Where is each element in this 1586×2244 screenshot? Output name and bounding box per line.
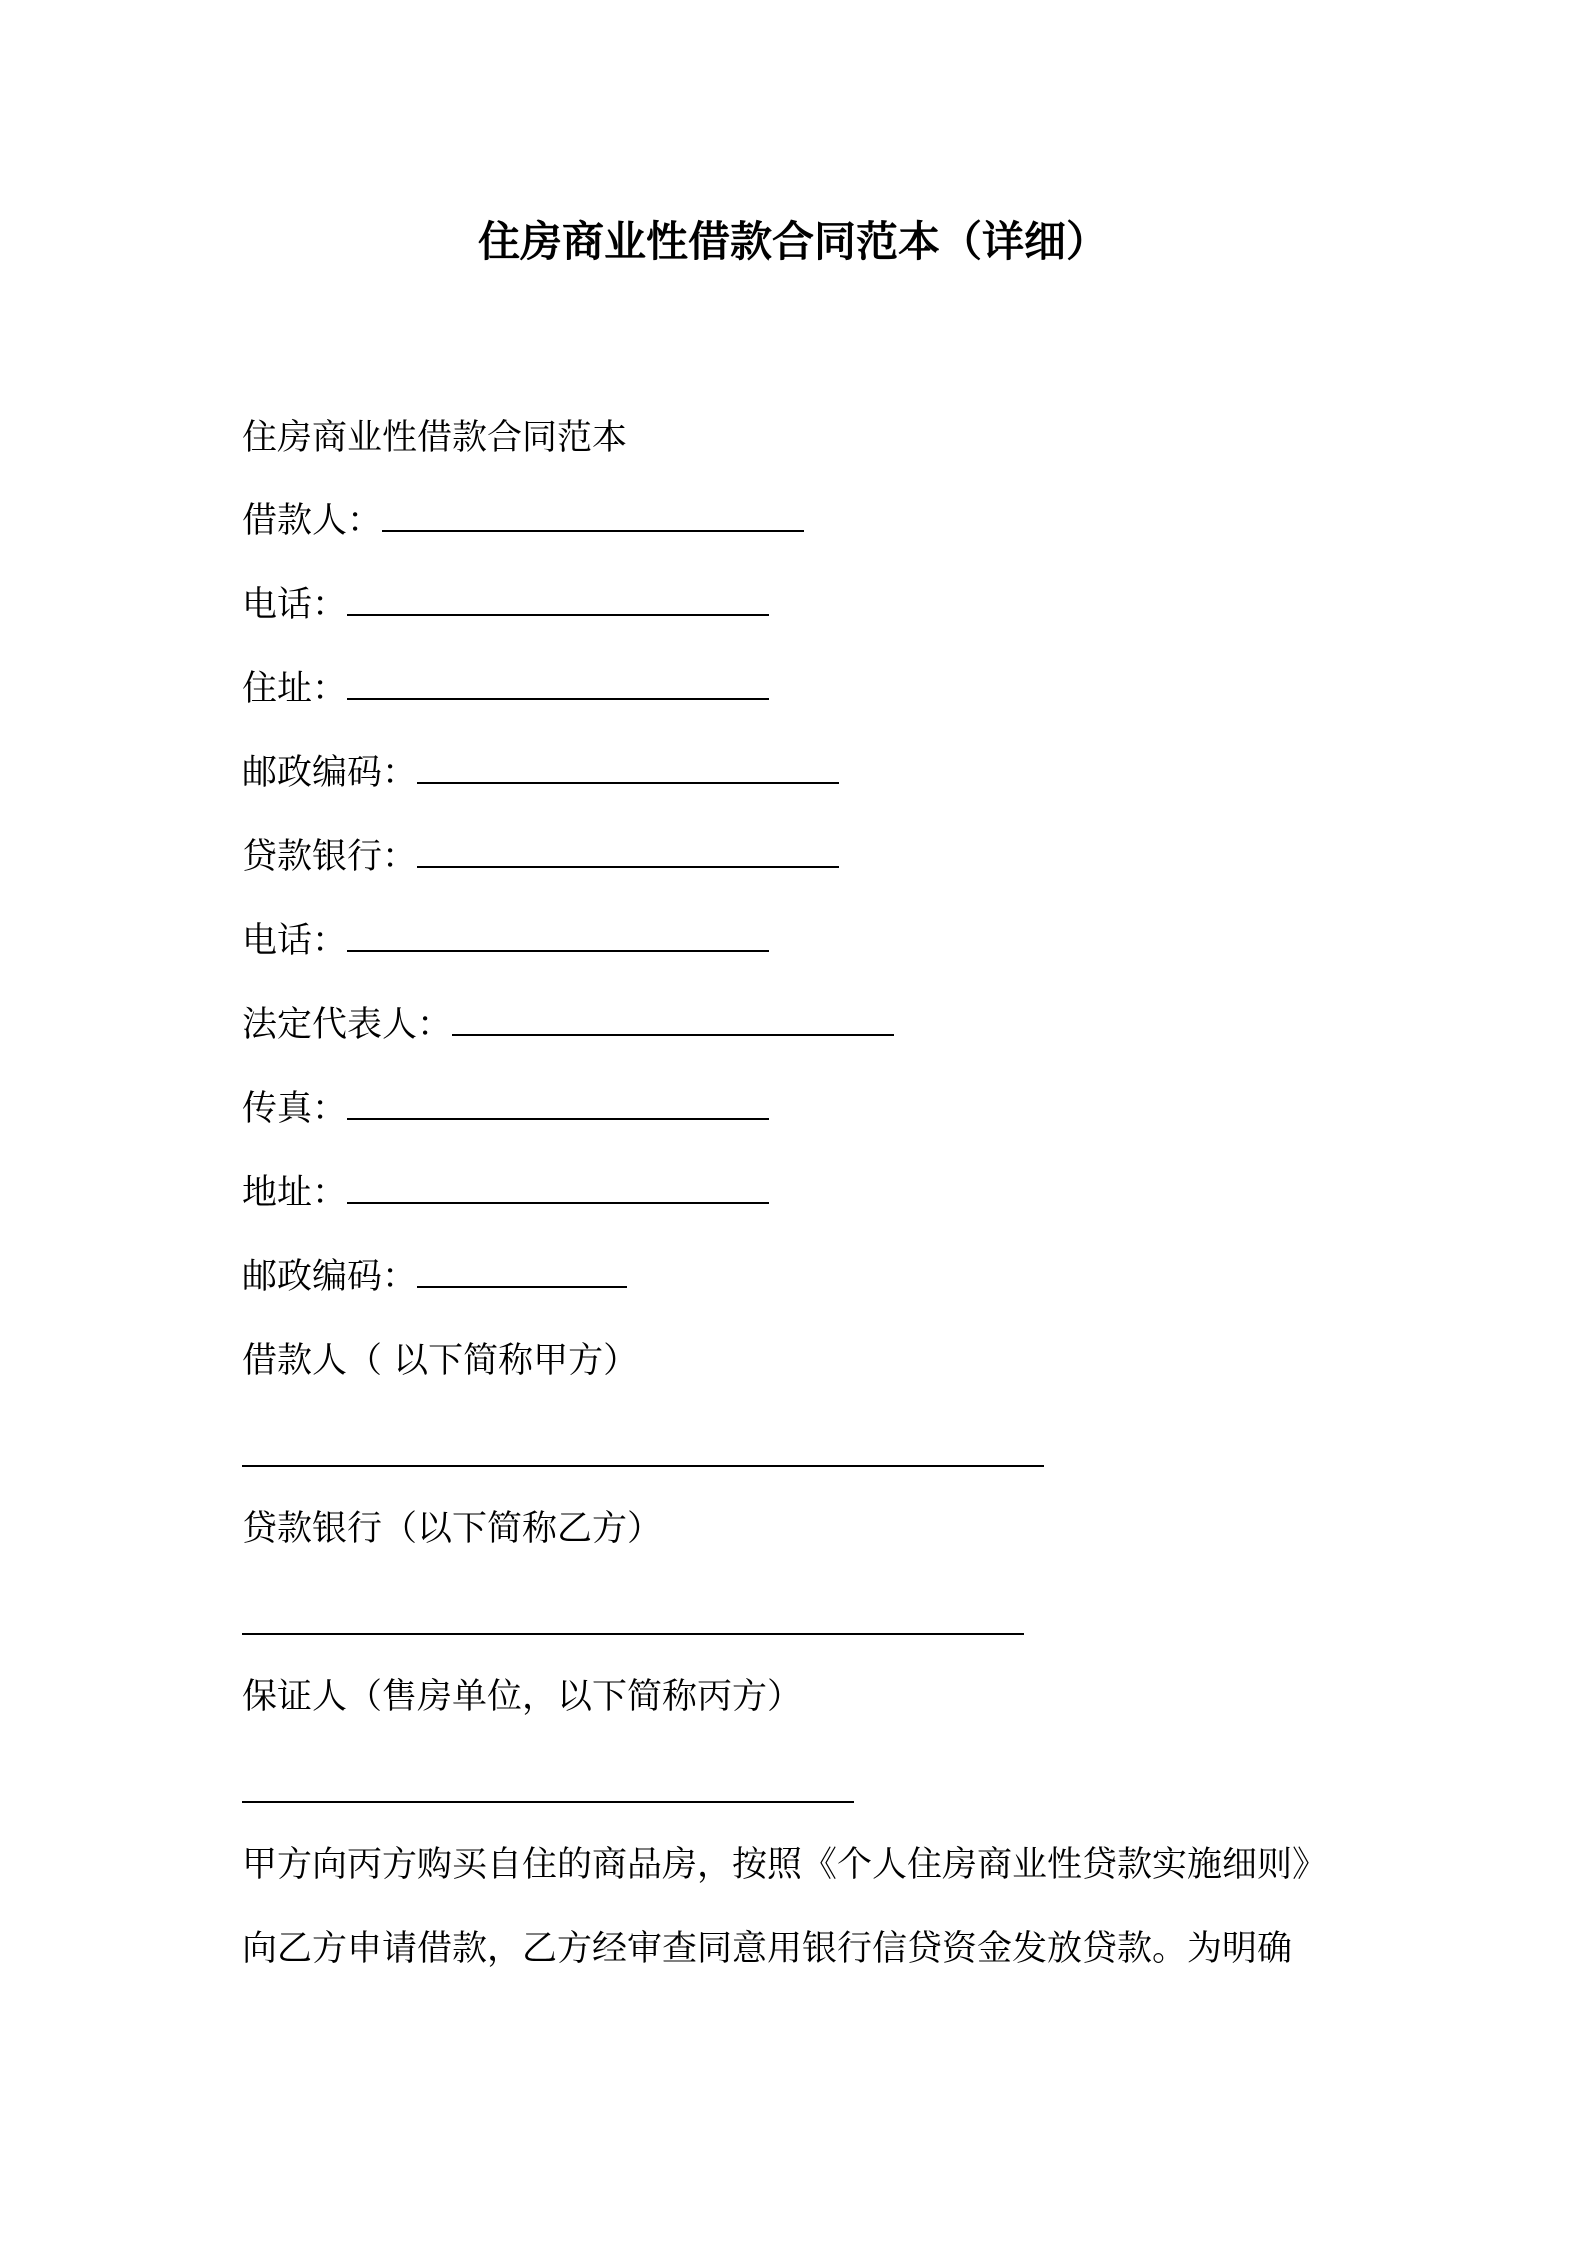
field-phone — [242, 580, 769, 630]
fill-blank[interactable] — [347, 584, 769, 616]
fill-blank[interactable] — [347, 1172, 769, 1204]
party-b-label: 贷款银行（以下简称乙方） — [242, 1509, 663, 1549]
field-label: 传真： — [242, 1089, 348, 1129]
document-subtitle: 住房商业性借款合同范本 — [242, 418, 628, 458]
field-legal-representative — [242, 1000, 894, 1050]
fill-blank[interactable] — [417, 752, 839, 784]
field-bank-postal-code — [242, 1252, 627, 1302]
body-line-2: 向乙方申请借款，乙方经审查同意用银行信贷资金发放贷款。为明确 — [242, 1929, 1293, 1969]
field-label: 电话： — [242, 921, 348, 961]
fill-blank[interactable] — [347, 668, 769, 700]
party-c-blank[interactable] — [242, 1801, 854, 1803]
field-label: 借款人： — [242, 501, 383, 541]
field-fax — [242, 1084, 769, 1134]
field-label: 法定代表人： — [242, 1005, 453, 1045]
party-b-blank[interactable] — [242, 1633, 1024, 1635]
field-label: 邮政编码： — [242, 753, 418, 793]
field-label: 地址： — [242, 1173, 348, 1213]
fill-blank[interactable] — [347, 920, 769, 952]
field-residence — [242, 664, 769, 714]
body-line-1: 甲方向丙方购买自住的商品房，按照《个人住房商业性贷款实施细则》 — [242, 1845, 1328, 1885]
fill-blank[interactable] — [417, 1256, 627, 1288]
field-lending-bank — [242, 832, 839, 882]
field-label: 邮政编码： — [242, 1257, 418, 1297]
document-title: 住房商业性借款合同范本（详细） — [477, 217, 1108, 266]
field-address — [242, 1168, 769, 1218]
field-bank-phone — [242, 916, 769, 966]
field-label: 电话： — [242, 585, 348, 625]
field-label: 住址： — [242, 669, 348, 709]
field-postal-code — [242, 748, 839, 798]
fill-blank[interactable] — [417, 836, 839, 868]
party-c-label: 保证人（售房单位，以下简称丙方） — [242, 1677, 803, 1717]
field-label: 贷款银行： — [242, 837, 418, 877]
fill-blank[interactable] — [347, 1088, 769, 1120]
fill-blank[interactable] — [382, 500, 804, 532]
fill-blank[interactable] — [452, 1004, 894, 1036]
party-a-blank[interactable] — [242, 1465, 1044, 1467]
field-borrower — [242, 496, 804, 546]
party-a-label: 借款人（ 以下简称甲方） — [242, 1341, 639, 1381]
